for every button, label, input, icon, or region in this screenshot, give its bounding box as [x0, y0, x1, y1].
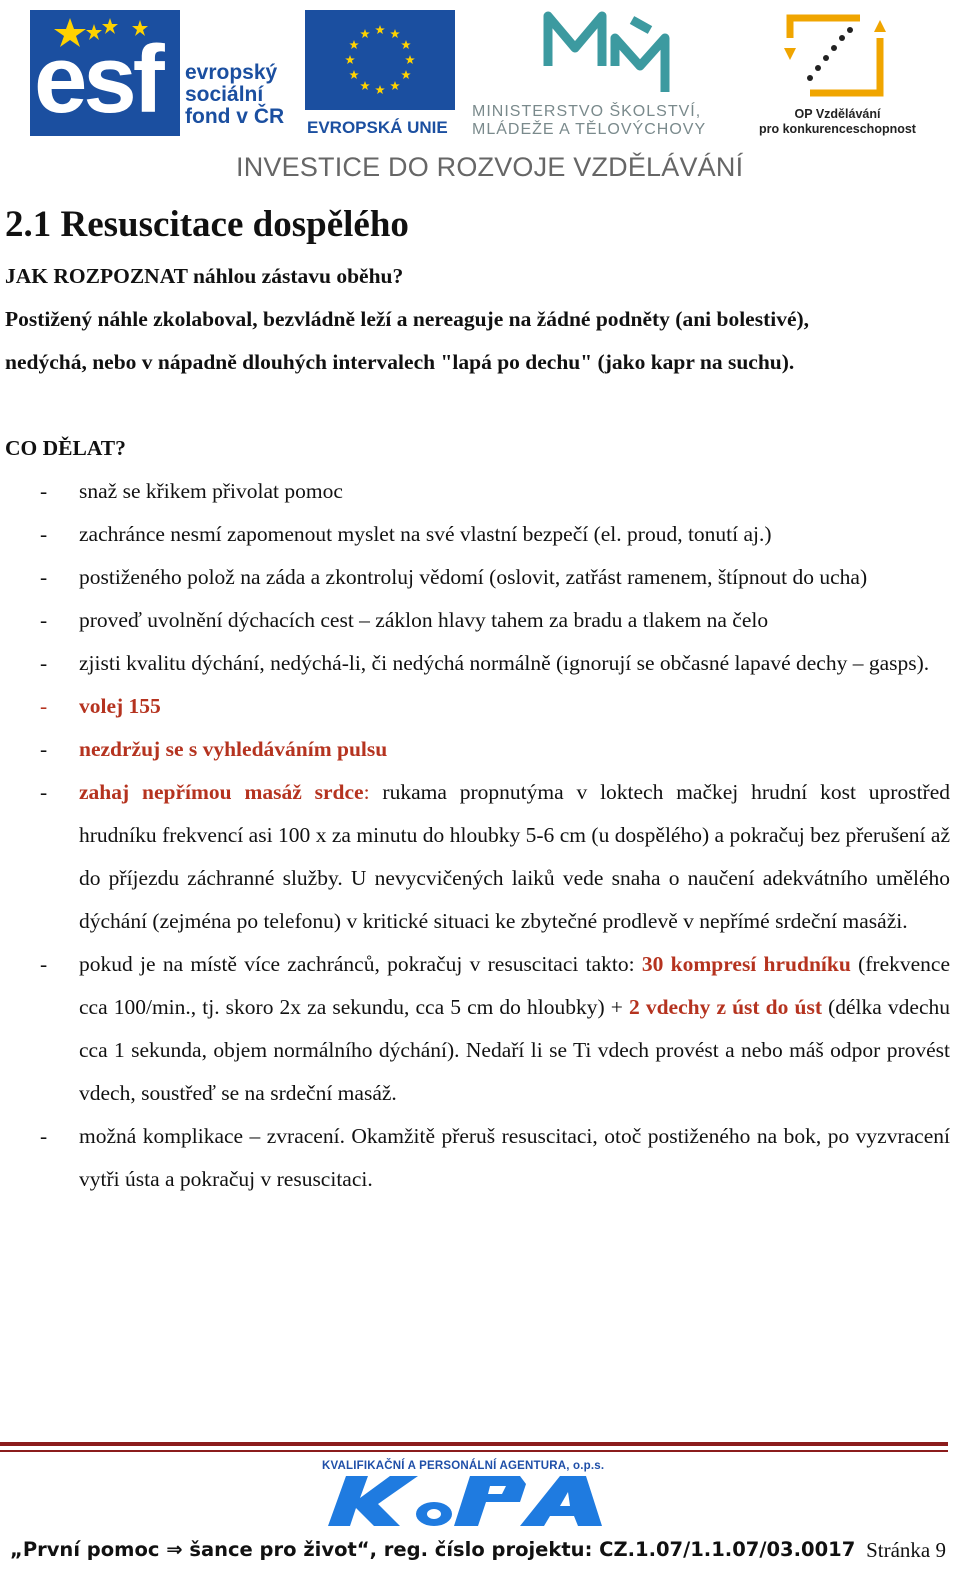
list-item-cpr: - zahaj nepřímou masáž srdce: rukama propnutýma v loktech mačkej hrudní kost uprostřed hrudníku frekvencí asi 100 x za minutu do hloubky 5-6 cm (u dospělého) a pokračuj bez přerušení až do příjezdu záchranné služby. U nevycvičených laiků vede snaha o naučení adekvátního umělého dýchání (zejména po telefonu) v kritické situaci ke zbytečné prodlevě v nepřímé srdeční masáži.: [40, 780, 950, 933]
symptoms-line-2: nedýchá, nebo v nápadně dlouhých intervalech "lapá po dechu" (jako kapr na suchu).: [5, 350, 795, 374]
list-item: - zachránce nesmí zapomenout myslet na své vlastní bezpečí (el. proud, tonutí aj.): [40, 522, 772, 546]
esf-flag: [30, 10, 180, 136]
list-item-multiple-rescuers: - pokud je na místě více zachránců, pokračuj v resuscitaci takto: 30 kompresí hrudníku (frekvence cca 100/min., tj. skoro 2x za sekundu, cca 5 cm do hloubky) + 2 vdechy z úst do úst (délka vdechu cca 1 sekunda, objem normálního dýchání). Nedaří li se Ti vdech provést a nebo máš odpor provést vdech, soustřeď se na srdeční masáž.: [40, 952, 951, 1105]
eu-star-icon: [401, 70, 411, 79]
eu-star-icon: [360, 29, 370, 38]
eu-star-icon: [405, 55, 415, 64]
esf-label: evropský sociální fond v ČR: [185, 61, 285, 128]
msmt-label: MINISTERSTVO ŠKOLSTVÍ, MLÁDEŽE A TĚLOVÝCHOVY: [472, 103, 707, 138]
kapa-wordmark-icon: [324, 1474, 624, 1528]
list-item: - proveď uvolnění dýchacích cest – záklon hlavy tahem za bradu a tlakem na čelo: [40, 608, 769, 632]
list-item: - postiženého polož na záda a zkontroluj vědomí (oslovit, zatřást ramenem, štípnout do ucha): [40, 565, 868, 589]
eu-logo: [305, 10, 460, 140]
list-item-no-pulse: - nezdržuj se s vyhledáváním pulsu: [40, 737, 388, 761]
eu-star-icon: [390, 81, 400, 90]
list-item: - snaž se křikem přivolat pomoc: [40, 479, 343, 503]
msmt-logo: [470, 8, 745, 143]
section-title: 2.1 Resuscitace dospělého: [5, 204, 409, 245]
kapa-agency-name: KVALIFIKAČNÍ A PERSONÁLNÍ AGENTURA, o.p.s.: [322, 1460, 605, 1472]
list-item-vomiting: - možná komplikace – zvracení. Okamžitě přeruš resuscitaci, otoč postiženého na bok, po vyzvracení vytři ústa a pokračuj v resuscitaci.: [40, 1124, 950, 1191]
page-number: Stránka 9: [866, 1538, 946, 1562]
footer-rule: [0, 1442, 948, 1446]
document-body: [5, 195, 950, 1201]
steps-list: [5, 470, 950, 1201]
op-label: OP Vzdělávání pro konkurenceschopnost: [759, 107, 916, 136]
eu-label: EVROPSKÁ UNIE: [307, 118, 448, 137]
eu-star-icon: [345, 55, 355, 64]
question-what-to-do: CO DĚLAT?: [5, 436, 126, 460]
header-logos: [0, 0, 960, 190]
question-recognize: JAK ROZPOZNAT náhlou zástavu oběhu?: [5, 264, 404, 288]
eu-star-icon: [375, 25, 385, 34]
eu-star-icon: [349, 70, 359, 79]
esf-wordmark: esf: [34, 26, 161, 133]
eu-flag: [305, 10, 455, 110]
eu-star-icon: [349, 40, 359, 49]
eu-star-icon: [401, 40, 411, 49]
footer-rule-thin: [0, 1450, 948, 1452]
list-item-call-155: - volej 155: [40, 694, 161, 718]
esf-logo: [30, 10, 300, 140]
kapa-logo: [322, 1460, 632, 1530]
eu-star-icon: [375, 85, 385, 94]
list-item: - zjisti kvalitu dýchání, nedýchá-li, či nedýchá normálně (ignorují se občasné lapavé dechy – gasps).: [40, 651, 930, 675]
footer-project-text: „První pomoc ⇒ šance pro život“, reg. číslo projektu: CZ.1.07/1.1.07/03.0017: [10, 1538, 856, 1561]
eu-star-circle-icon: [305, 10, 455, 110]
spacer: [5, 384, 950, 427]
symptoms-line-1: Postižený náhle zkolaboval, bezvládně leží a nereaguje na žádné podněty (ani bolestivé),: [5, 307, 810, 331]
msmt-mark-icon: [540, 8, 680, 98]
eu-star-icon: [390, 29, 400, 38]
op-mark-icon: [780, 8, 890, 103]
eu-star-icon: [360, 81, 370, 90]
investice-slogan: INVESTICE DO ROZVOJE VZDĚLÁVÁNÍ: [236, 152, 744, 182]
op-logo: [750, 8, 930, 143]
